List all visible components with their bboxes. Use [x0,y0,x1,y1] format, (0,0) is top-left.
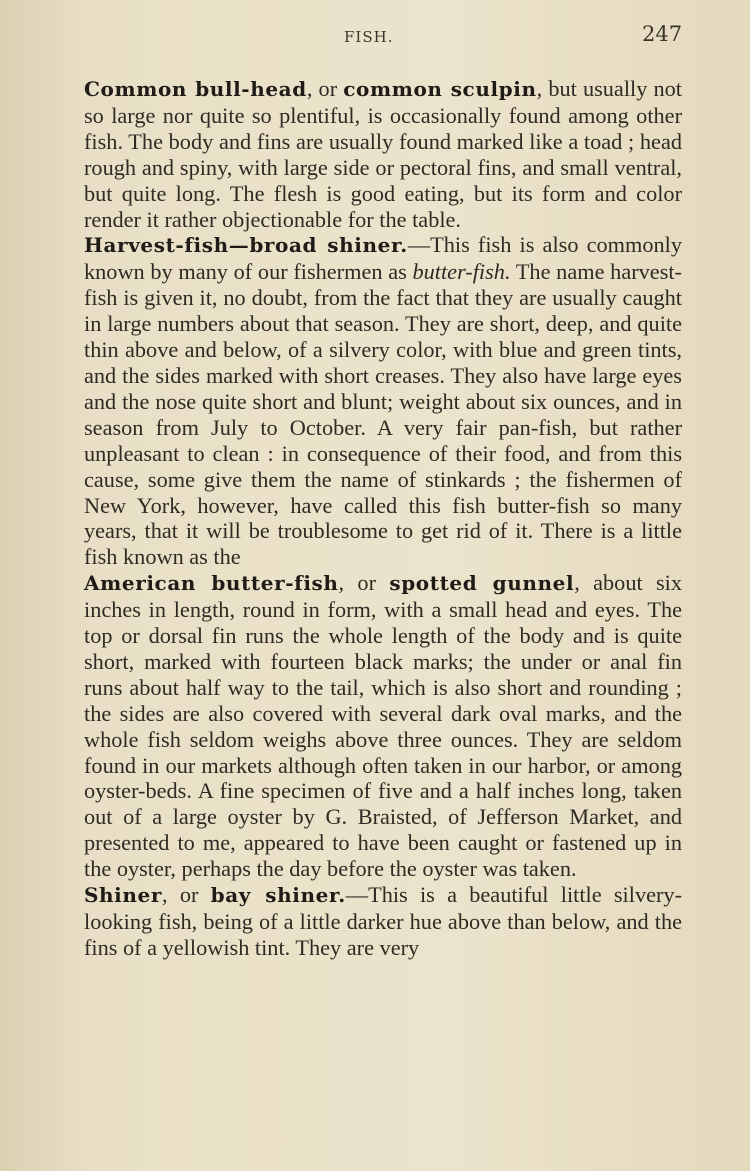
text-run: , or [162,882,211,908]
paragraph-common-bull-head [84,76,682,232]
page-header [0,22,750,50]
term-bay-shiner: bay shiner. [210,883,346,908]
italic-butter-fish: butter-fish. [412,259,511,285]
text-run: , but usually not so large nor quite so plentiful, is occasionally found among other fish. The body and fins are usually found marked like a toad ; head rough and spiny, with large side or pectoral fins, and small ventral, but quite long. The flesh is good eating, but its form and color render it rather objectionable for the table. [84,76,682,232]
paragraph-harvest-fish [84,232,682,570]
running-head: FISH. [344,28,394,46]
term-common-bull-head: Common bull-head [84,77,307,101]
text-run: —This fish is also commonly known by many of our fishermen as [84,232,682,285]
term-american-butter-fish: American butter-fish [84,571,339,596]
term-spotted-gunnel: spotted gunnel [389,571,575,596]
term-harvest-fish: Harvest-fish—broad shiner. [84,233,408,258]
paragraph-american-butter-fish [84,570,682,882]
page-number: 247 [642,22,683,46]
paragraph-shiner [84,882,682,961]
text-run: , or [338,570,390,596]
text-run: , about six inches in length, round in form, with a small head and eyes. The top or dorsal fin runs the whole length of the body and is quite short, marked with fourteen black marks; the under or anal fin runs about half way to the tail, which is also short and rounding ; the sides are also covered with several dark oval marks, and the whole fish seldom weighs above three ounces. They are seldom found in our markets although often taken in our harbor, or among oyster-beds. A fine specimen of five and a half inches long, taken out of a large oyster by G. Braisted, of Jefferson Market, and presented to me, appeared to have been caught or fastened up in the oyster, perhaps the day before the oyster was taken. [84,570,683,882]
term-common-sculpin: common sculpin [343,77,537,101]
page-body [84,76,682,961]
text-run: The name harvest-fish is given it, no doubt, from the fact that they are usually caught in large numbers about that season. They are short, deep, and quite thin above and below, of a silvery color, with blue and green tints, and the sides marked with short creases. They also have large eyes and the nose quite short and blunt; weight about six ounces, and in season from July to October. A very fair pan-fish, but rather unpleasant to clean : in consequence of their food, and from this cause, some give them the name of stinkards ; the fishermen of New York, however, have called this fish butter-fish so many years, that it will be troublesome to get rid of it. There is a little fish known as the [84,259,682,570]
term-shiner: Shiner [84,883,162,908]
text-run: , or [306,76,344,101]
text-run: —This is a beautiful little silvery-looking fish, being of a little darker hue above than below, and the fins of a yellowish tint. They are very [84,882,682,960]
